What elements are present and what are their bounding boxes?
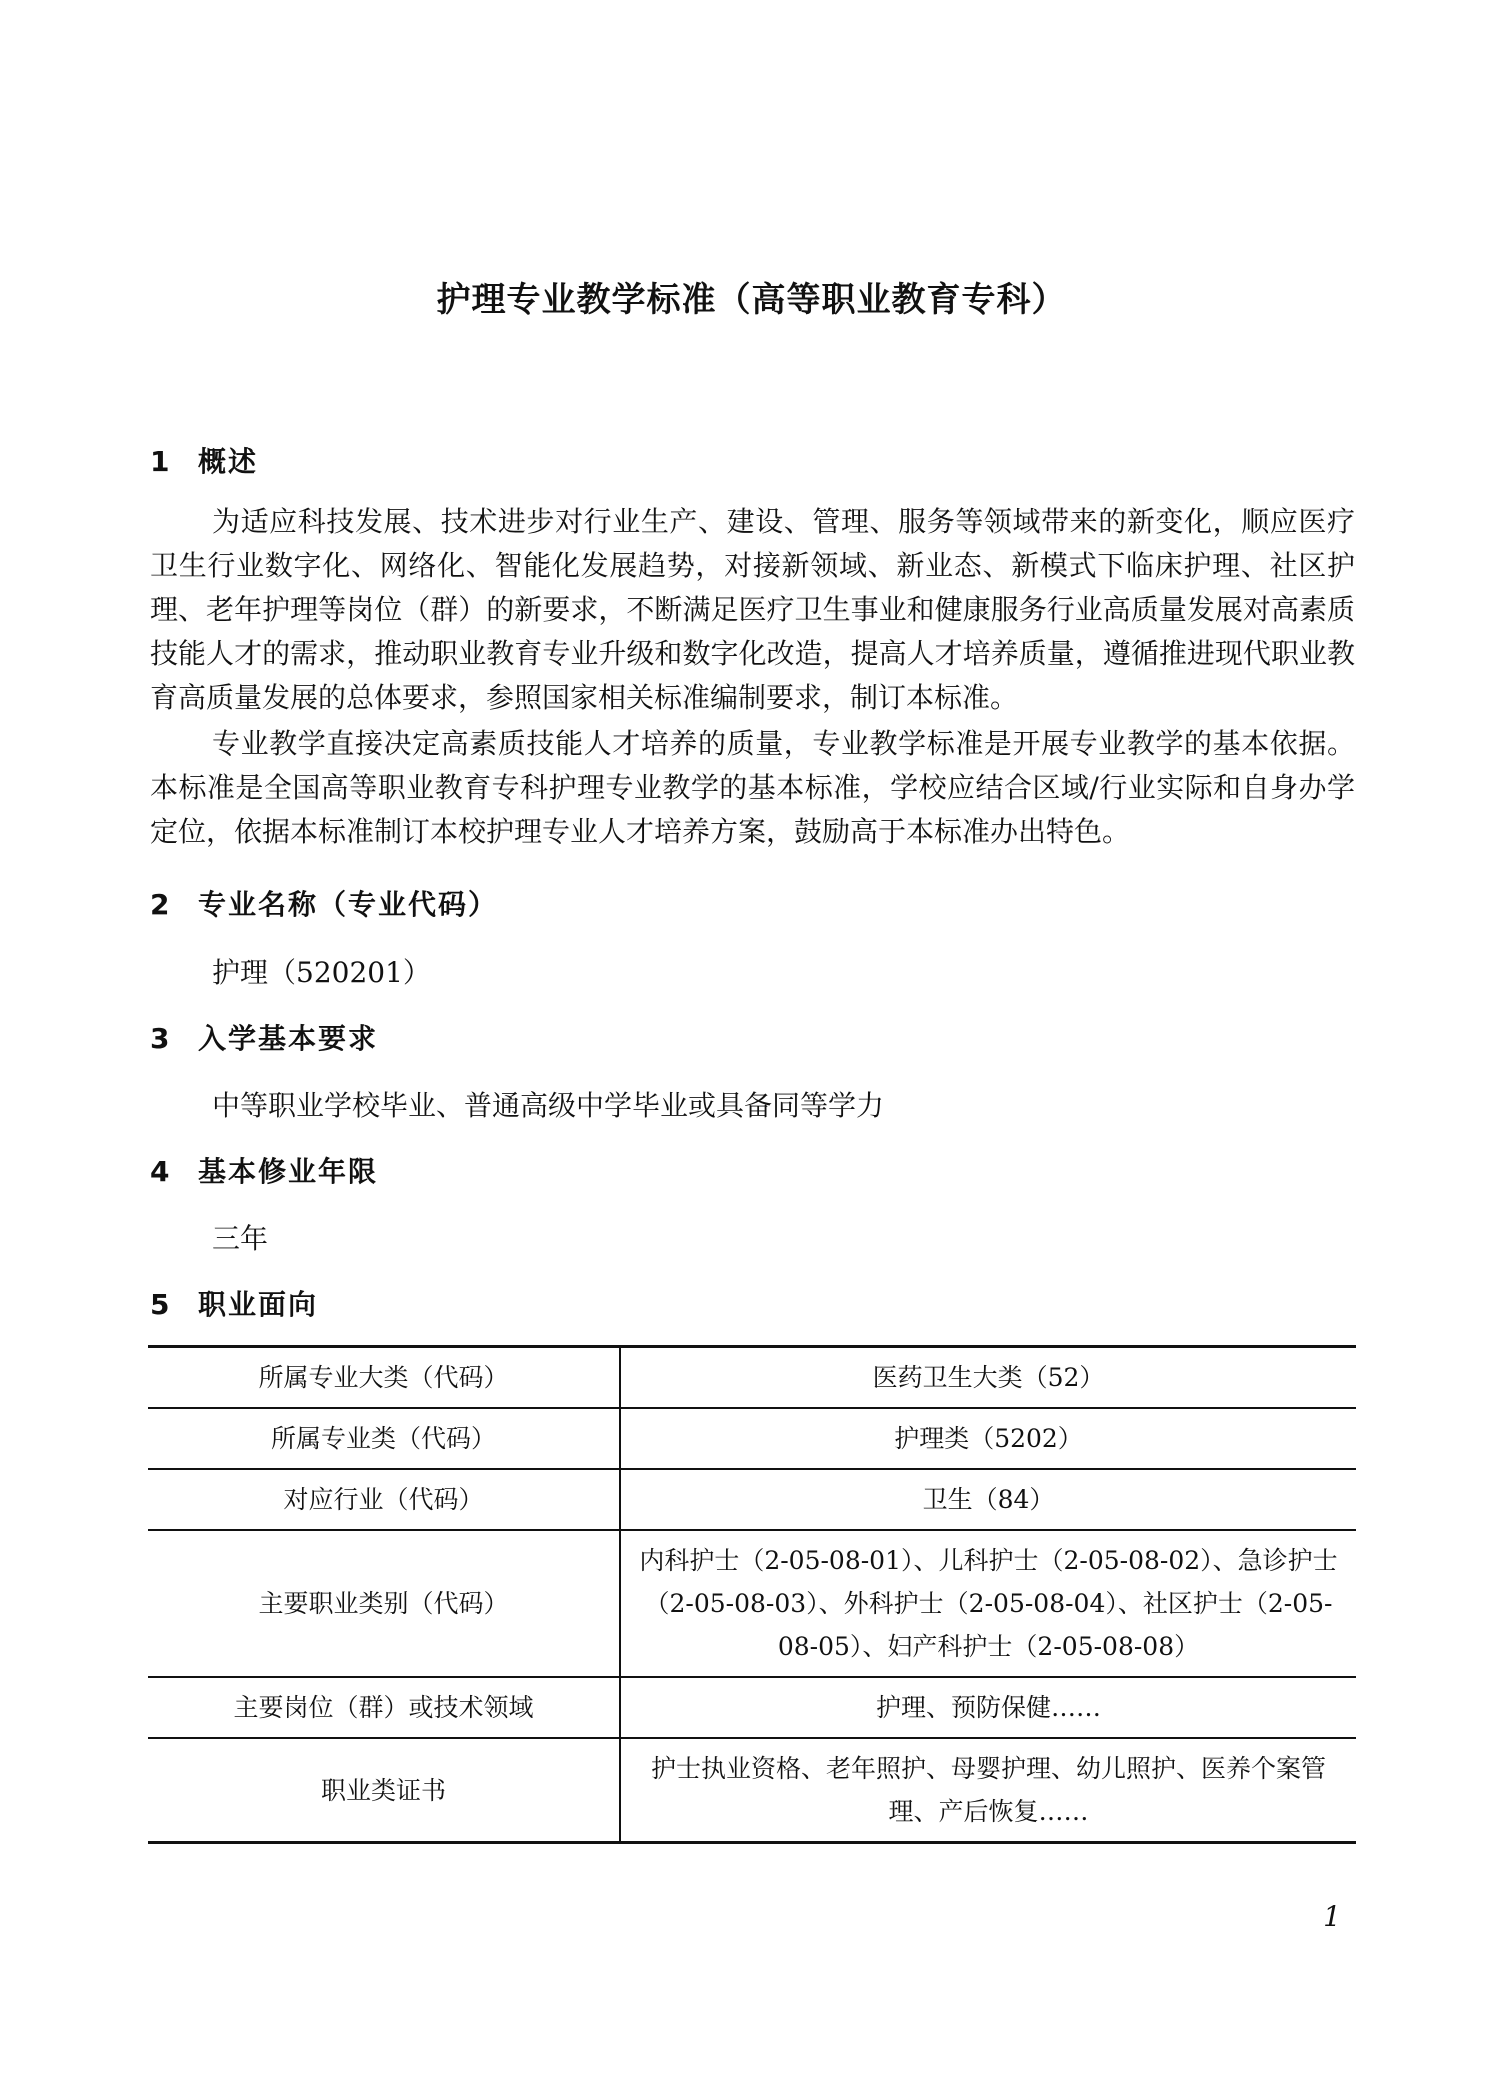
section-heading-4 bbox=[150, 1150, 378, 1190]
row-value: 护士执业资格、老年照护、母婴护理、幼儿照护、医养个案管理、产后恢复…… bbox=[620, 1738, 1356, 1843]
table-row bbox=[148, 1347, 1356, 1409]
row-value: 护理类（5202） bbox=[620, 1408, 1356, 1469]
duration-text: 三年 bbox=[212, 1222, 269, 1255]
row-value: 医药卫生大类（52） bbox=[620, 1347, 1356, 1409]
page-number: 1 bbox=[1323, 1900, 1341, 1933]
major-name-text: 护理（520201） bbox=[212, 956, 431, 989]
row-label: 所属专业类（代码） bbox=[148, 1408, 620, 1469]
row-label: 职业类证书 bbox=[148, 1738, 620, 1843]
section-title: 职业面向 bbox=[198, 1288, 319, 1321]
row-label: 所属专业大类（代码） bbox=[148, 1347, 620, 1409]
overview-paragraph-2: 专业教学直接决定高素质技能人才培养的质量，专业教学标准是开展专业教学的基本依据。本标准是全国高等职业教育专科护理专业教学的基本标准，学校应结合区域/行业实际和自身办学定位，依据本标准制订本校护理专业人才培养方案，鼓励高于本标准办出特色。 bbox=[150, 727, 1355, 848]
section-number: 1 bbox=[150, 445, 172, 478]
page-title: 护理专业教学标准（高等职业教育专科） bbox=[436, 280, 1067, 320]
section-heading-2 bbox=[150, 883, 498, 923]
table-row bbox=[148, 1677, 1356, 1738]
row-value: 护理、预防保健…… bbox=[620, 1677, 1356, 1738]
row-label: 主要职业类别（代码） bbox=[148, 1530, 620, 1677]
section-number: 2 bbox=[150, 888, 172, 921]
section-number: 3 bbox=[150, 1022, 172, 1055]
section-title: 基本修业年限 bbox=[198, 1155, 379, 1188]
overview-paragraph-1: 为适应科技发展、技术进步对行业生产、建设、管理、服务等领域带来的新变化，顺应医疗卫生行业数字化、网络化、智能化发展趋势，对接新领域、新业态、新模式下临床护理、社区护理、老年护理等岗位（群）的新要求，不断满足医疗卫生事业和健康服务行业高质量发展对高素质技能人才的需求，推动职业教育专业升级和数字化改造，提高人才培养质量，遵循推进现代职业教育高质量发展的总体要求，参照国家相关标准编制要求，制订本标准。 bbox=[150, 505, 1355, 714]
row-value: 内科护士（2-05-08-01）、儿科护士（2-05-08-02）、急诊护士（2-05-08-03）、外科护士（2-05-08-04）、社区护士（2-05-08-05）、妇产科护士（2-05-08-08） bbox=[620, 1530, 1356, 1677]
table-row bbox=[148, 1469, 1356, 1530]
row-label: 对应行业（代码） bbox=[148, 1469, 620, 1530]
table-row bbox=[148, 1738, 1356, 1843]
admission-text: 中等职业学校毕业、普通高级中学毕业或具备同等学力 bbox=[212, 1089, 885, 1122]
table-row bbox=[148, 1530, 1356, 1677]
section-heading-3 bbox=[150, 1017, 378, 1057]
table-row bbox=[148, 1408, 1356, 1469]
section-number: 5 bbox=[150, 1288, 172, 1321]
row-label: 主要岗位（群）或技术领域 bbox=[148, 1677, 620, 1738]
section-title: 概述 bbox=[198, 445, 259, 478]
section-number: 4 bbox=[150, 1155, 172, 1188]
section-heading-1 bbox=[150, 440, 258, 480]
section-title: 入学基本要求 bbox=[198, 1022, 379, 1055]
career-orientation-table bbox=[148, 1345, 1356, 1844]
section-title: 专业名称（专业代码） bbox=[198, 888, 499, 921]
row-value: 卫生（84） bbox=[620, 1469, 1356, 1530]
section-heading-5 bbox=[150, 1283, 318, 1323]
